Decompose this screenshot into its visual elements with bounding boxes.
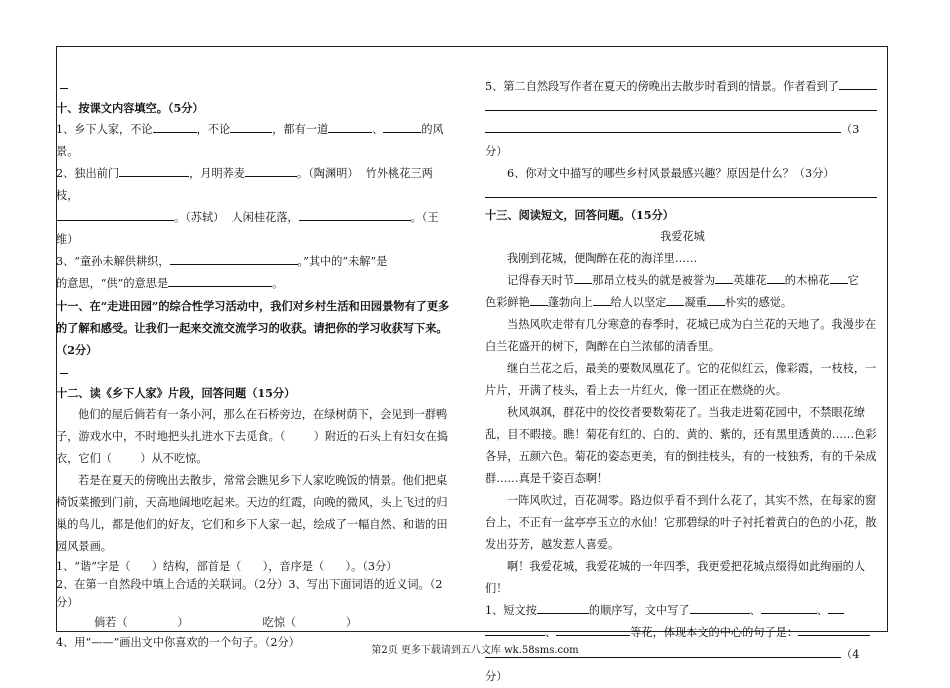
story-p5: 秋风飒飒，群花中的佼佼者要数菊花了。当我走进菊花园中，不禁眼花缭乱，目不暇接。瞧！菊花有红的、白的、黄的、紫的，还有黑里透黄的……色彩各异，五颜六色。菊花的姿态更美，有的倒挂枝头，有的一枝独秀，有的千朵成群……真是千姿百态啊！ (485, 406, 877, 485)
q10-item2-cont: 。（苏轼） 人闲桂花落， 。（王 (56, 207, 454, 229)
story-p4: 继白兰花之后，最美的要数凤凰花了。它的花似红云，像彩霞，一枝枝，一片片，开满了枝头，看上去一片红火，像一团正在燃烧的火。 (485, 362, 877, 397)
story-p3: 当热风吹走带有几分寒意的春季时，花城已成为白兰花的天地了。我漫步在白兰花盛开的树下，陶醉在白兰浓郁的清香里。 (485, 318, 877, 353)
q11-title: 十一、在“走进田园”的综合性学习活动中，我们对乡村生活和田园景物有了更多的了解和感受。让我们一起来交流交流学习的收获。请把你的学习收获写下来。（2分） (56, 299, 450, 357)
q13-item1-cont: 、 等花，体现本文的中心的句子是： (485, 622, 880, 644)
q12-title: 十二、读《乡下人家》片段，回答问题（15分） (56, 386, 296, 400)
q12-item2: 2、在第一自然段中填上合适的关联词。（2分）3、写出下面词语的近义词。（2分） (56, 578, 443, 609)
story-title: 我爱花城 (660, 230, 705, 243)
q5-answer-line: （3 (485, 119, 880, 141)
story-p6: 一阵风吹过，百花凋零。路边似乎看不到什么花了，其实不然，在每家的窗台上，不正有一盆亭亭玉立的水仙！它那碧绿的叶子衬托着黄白的色的小花，散发出芬芳，越发惹人喜爱。 (485, 494, 877, 551)
answer-line (485, 185, 877, 198)
right-column (485, 76, 880, 688)
page-footer: 第2页 更多下载请到五八文库 wk.58sms.com (371, 645, 579, 656)
dash-mark (60, 82, 68, 89)
q6-question: 6、你对文中描写的哪些乡村风景最感兴趣？原因是什么？（3分） (507, 167, 835, 180)
q12-paragraph1: 他们的屋后倘若有一条小河，那么在石桥旁边，在绿树荫下，会见到一群鸭子，游戏水中，不时地把头扎进水下去觅食。（ ）附近的石头上有妇女在捣衣，它们（ ）从不吃惊。 (56, 408, 449, 465)
dash-mark (60, 367, 68, 374)
q10-item3: 3、“童孙未解供耕织， 。”其中的“未解”是 (56, 251, 454, 273)
story-p2: 记得春天时节 那昂立枝头的就是被誉为 英雄花 的木棉花 它 (485, 270, 880, 292)
story-p7: 啊！我爱花城，我爱花城的一年四季，我更爱把花城点缀得如此绚丽的人们！ (485, 560, 866, 595)
q13-item1-cont2: （4 (485, 644, 880, 666)
q13-item1-score: 分） (485, 670, 508, 683)
q12-item3: 倘若（ ） 吃惊（ ） (94, 616, 358, 629)
q10-title: 十、按课文内容填空。（5分） (56, 101, 204, 115)
left-column (56, 76, 454, 652)
q10-item1: 1、乡下人家，不论 ，不论 ，都有一道 、 的风 (56, 119, 454, 141)
q12-item1: 1、“谐”字是（ ）结构，部首是（ ），音序是（ ）。（3分） (56, 560, 398, 573)
q12-item4: 4、用“——”画出文中你喜欢的一个句子。（2分） (56, 636, 300, 649)
story-p2-cont: 色彩鲜艳 蓬勃向上 给人以坚定 凝重 朴实的感觉。 (485, 292, 880, 314)
q12-paragraph2: 若是在夏天的傍晚出去散步，常常会瞧见乡下人家吃晚饭的情景。他们把桌椅饭菜搬到门前，天高地阔地吃起来。天边的红霞，向晚的微风，头上飞过的归巢的鸟儿，都是他们的好友，它们和乡下人家一起，绘成了一幅自然、和谐的田园风景画。 (56, 474, 448, 553)
q13-item1: 1、短文按 的顺序写，文中写了 、 、 (485, 600, 880, 622)
q10-item2-cont2: 维） (56, 233, 79, 246)
q10-item3-cont: 的意思，“供”的意思是 。 (56, 273, 454, 295)
q10-item2: 2、独出前门 ，月明荞麦 。（陶渊明） 竹外桃花三两枝， (56, 163, 454, 207)
q10-item1-cont: 景。 (56, 145, 79, 158)
q13-title: 十三、阅读短文，回答问题。（15分） (485, 208, 674, 222)
q5-score: 分） (485, 145, 508, 158)
story-p1: 我刚到花城，便陶醉在花的海洋里…… (507, 252, 698, 265)
q5-question: 5、第二自然段写作者在夏天的傍晚出去散步时看到的情景。作者看到了 (485, 76, 880, 98)
answer-line (485, 98, 877, 111)
